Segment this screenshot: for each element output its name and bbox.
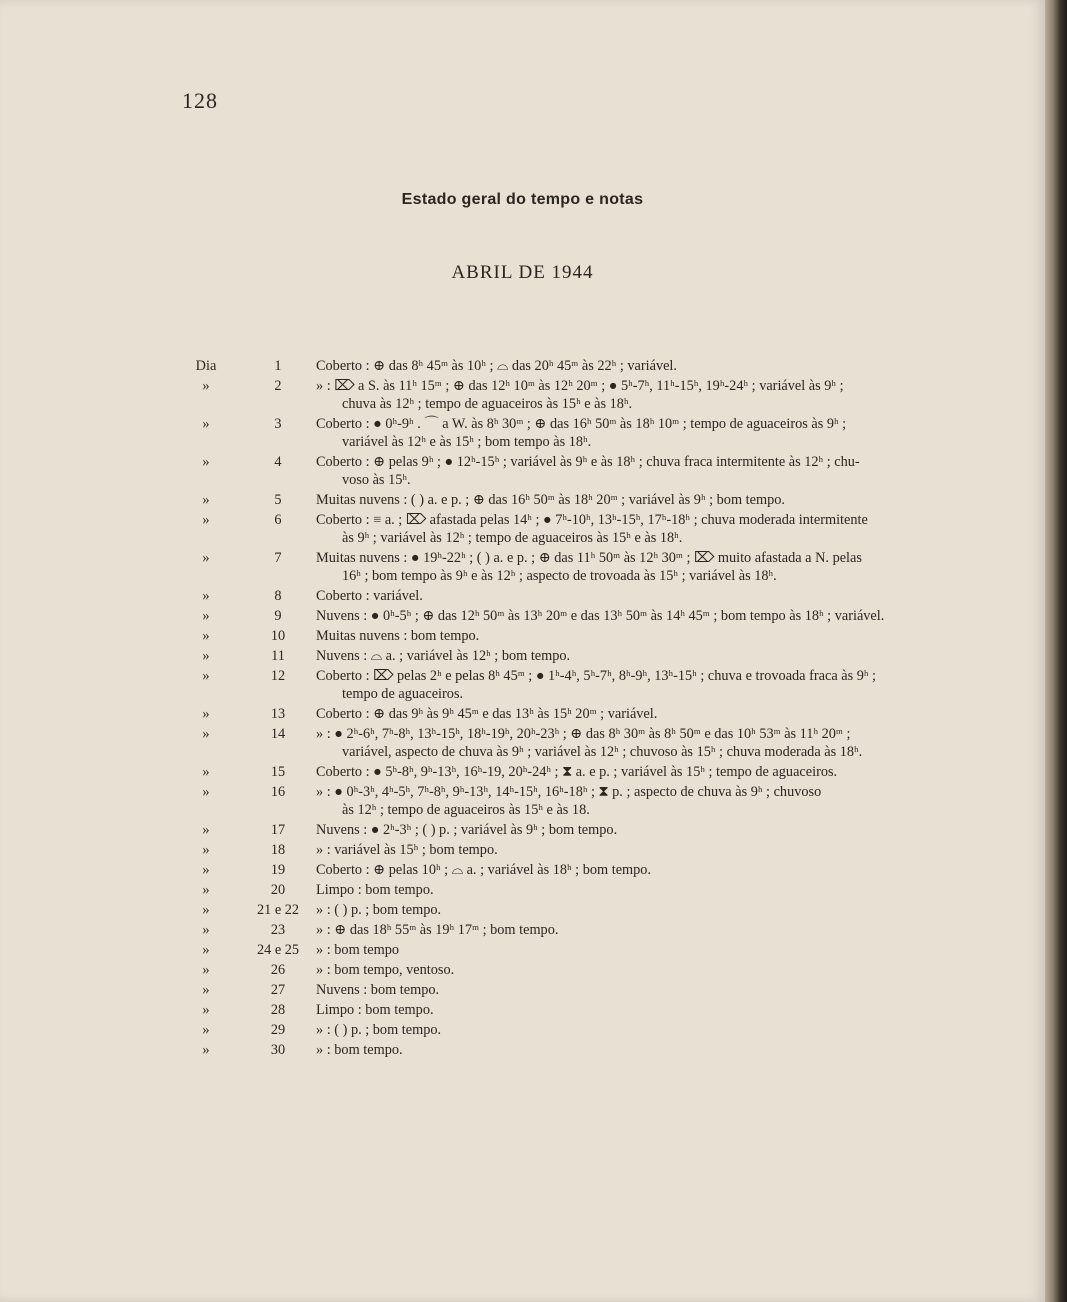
weather-note: tempo de aguaceiros. <box>342 686 464 702</box>
weather-note: às 9ʰ ; variável às 12ʰ ; tempo de aguaceiros às 15ʰ e às 18ʰ. <box>342 530 683 546</box>
weather-note: variável, aspecto de chuva às 9ʰ ; variável às 12ʰ ; chuvoso às 15ʰ ; chuva moderada às 18ʰ. <box>342 744 863 760</box>
table-row <box>170 783 980 801</box>
weather-note: Coberto : ⊕ pelas 9ʰ ; ● 12ʰ-15ʰ ; variável às 9ʰ e às 18ʰ ; chuva fraca intermitente às 12ʰ ; chu- <box>316 454 860 470</box>
weather-note: » : ⌦ a S. às 11ʰ 15ᵐ ; ⊕ das 12ʰ 10ᵐ às 12ʰ 20ᵐ ; ● 5ʰ-7ʰ, 11ʰ-15ʰ, 19ʰ-24ʰ ; variável às 9ʰ ; <box>316 378 844 394</box>
day-number: 24 e 25 <box>256 942 300 958</box>
day-number: 19 <box>270 862 286 878</box>
day-label: » <box>202 648 210 664</box>
weather-note: » : ● 2ʰ-6ʰ, 7ʰ-8ʰ, 13ʰ-15ʰ, 18ʰ-19ʰ, 20ʰ-23ʰ ; ⊕ das 8ʰ 30ᵐ às 8ʰ 50ᵐ e das 10ʰ 53ᵐ às 11ʰ 20ᵐ ; <box>316 726 851 742</box>
day-label: » <box>202 378 210 394</box>
table-row-continuation <box>170 529 980 547</box>
table-row <box>170 1001 980 1019</box>
day-number: 3 <box>274 416 282 432</box>
day-number: 18 <box>270 842 286 858</box>
weather-note: voso às 15ʰ. <box>342 472 411 488</box>
weather-note: Nuvens : ● 2ʰ-3ʰ ; ( ) p. ; variável às 9ʰ ; bom tempo. <box>316 822 618 838</box>
day-label: » <box>202 922 210 938</box>
day-label: » <box>202 608 210 624</box>
day-label: » <box>202 550 210 566</box>
day-label: » <box>202 454 210 470</box>
weather-note: Coberto : ● 5ʰ-8ʰ, 9ʰ-13ʰ, 16ʰ-19, 20ʰ-24ʰ ; ⧗ a. e p. ; variável às 15ʰ ; tempo de aguaceiros. <box>316 764 838 780</box>
table-row <box>170 821 980 839</box>
table-row <box>170 841 980 859</box>
month-heading: ABRIL DE 1944 <box>451 262 594 283</box>
table-row-continuation <box>170 685 980 703</box>
day-number: 4 <box>274 454 282 470</box>
day-label: » <box>202 1042 210 1058</box>
page-number: 128 <box>182 88 218 113</box>
weather-note: » : ⊕ das 18ʰ 55ᵐ às 19ʰ 17ᵐ ; bom tempo. <box>316 922 559 938</box>
table-row <box>170 725 980 743</box>
weather-note: Muitas nuvens : ● 19ʰ-22ʰ ; ( ) a. e p. ; ⊕ das 11ʰ 50ᵐ às 12ʰ 30ᵐ ; ⌦ muito afastada a N. pelas <box>316 550 862 566</box>
day-number: 14 <box>270 726 286 742</box>
table-row <box>170 667 980 685</box>
day-number: 23 <box>270 922 286 938</box>
weather-note: » : bom tempo, ventoso. <box>316 962 455 978</box>
table-row <box>170 607 980 625</box>
day-number: 9 <box>274 608 282 624</box>
day-label: Dia <box>195 358 217 374</box>
table-row-continuation <box>170 801 980 819</box>
weather-note: Nuvens : ⌓ a. ; variável às 12ʰ ; bom tempo. <box>316 648 571 664</box>
day-label: » <box>202 942 210 958</box>
table-row <box>170 1041 980 1059</box>
table-row <box>170 587 980 605</box>
table-row <box>170 941 980 959</box>
weather-note: Nuvens : ● 0ʰ-5ʰ ; ⊕ das 12ʰ 50ᵐ às 13ʰ 20ᵐ e das 13ʰ 50ᵐ às 14ʰ 45ᵐ ; bom tempo às 18ʰ ; variável. <box>316 608 885 624</box>
weather-table <box>170 357 980 1059</box>
day-label: » <box>202 588 210 604</box>
day-label: » <box>202 1022 210 1038</box>
table-row <box>170 1021 980 1039</box>
day-number: 2 <box>274 378 282 394</box>
day-number: 30 <box>270 1042 286 1058</box>
day-label: » <box>202 822 210 838</box>
weather-note: Coberto : ⌦ pelas 2ʰ e pelas 8ʰ 45ᵐ ; ● 1ʰ-4ʰ, 5ʰ-7ʰ, 8ʰ-9ʰ, 13ʰ-15ʰ ; chuva e trovoada fraca às 9ʰ ; <box>316 668 877 684</box>
weather-note: Muitas nuvens : ( ) a. e p. ; ⊕ das 16ʰ 50ᵐ às 18ʰ 20ᵐ ; variável às 9ʰ ; bom tempo. <box>316 492 785 508</box>
day-label: » <box>202 1002 210 1018</box>
page-title: Estado geral do tempo e notas <box>401 191 644 208</box>
table-row-continuation <box>170 395 980 413</box>
day-label: » <box>202 764 210 780</box>
weather-note: Limpo : bom tempo. <box>316 882 434 898</box>
day-number: 6 <box>274 512 282 528</box>
day-label: » <box>202 982 210 998</box>
weather-note: Nuvens : bom tempo. <box>316 982 440 998</box>
day-label: » <box>202 726 210 742</box>
day-label: » <box>202 706 210 722</box>
table-row-continuation <box>170 471 980 489</box>
day-label: » <box>202 962 210 978</box>
weather-note: Coberto : variável. <box>316 588 423 604</box>
day-label: » <box>202 862 210 878</box>
day-number: 8 <box>274 588 282 604</box>
table-row <box>170 763 980 781</box>
day-number: 15 <box>270 764 286 780</box>
table-row <box>170 511 980 529</box>
weather-note: chuva às 12ʰ ; tempo de aguaceiros às 15ʰ e às 18ʰ. <box>342 396 633 412</box>
weather-note: às 12ʰ ; tempo de aguaceiros às 15ʰ e às 18. <box>342 802 590 818</box>
table-row <box>170 549 980 567</box>
day-label: » <box>202 416 210 432</box>
day-label: » <box>202 902 210 918</box>
weather-note: » : bom tempo <box>316 942 399 958</box>
day-number: 16 <box>270 784 286 800</box>
day-label: » <box>202 882 210 898</box>
weather-note: 16ʰ ; bom tempo às 9ʰ e às 12ʰ ; aspecto de trovoada às 15ʰ ; variável às 18ʰ. <box>342 568 777 584</box>
day-number: 1 <box>274 358 282 374</box>
table-row <box>170 627 980 645</box>
day-number: 7 <box>274 550 282 566</box>
day-label: » <box>202 512 210 528</box>
day-label: » <box>202 668 210 684</box>
table-row <box>170 453 980 471</box>
weather-note: » : ● 0ʰ-3ʰ, 4ʰ-5ʰ, 7ʰ-8ʰ, 9ʰ-13ʰ, 14ʰ-15ʰ, 16ʰ-18ʰ ; ⧗ p. ; aspecto de chuva às 9ʰ ; chuvoso <box>316 784 822 800</box>
table-row <box>170 377 980 395</box>
day-number: 20 <box>270 882 286 898</box>
table-row <box>170 357 980 375</box>
day-number: 12 <box>270 668 286 684</box>
book-spine-shadow <box>1045 0 1067 1302</box>
weather-note: variável às 12ʰ e às 15ʰ ; bom tempo às 18ʰ. <box>342 434 592 450</box>
weather-note: Coberto : ⊕ das 8ʰ 45ᵐ às 10ʰ ; ⌓ das 20ʰ 45ᵐ às 22ʰ ; variável. <box>316 358 677 374</box>
day-number: 5 <box>274 492 282 508</box>
day-number: 13 <box>270 706 286 722</box>
table-row <box>170 415 980 433</box>
day-number: 29 <box>270 1022 286 1038</box>
weather-note: Coberto : ≡ a. ; ⌦ afastada pelas 14ʰ ; ● 7ʰ-10ʰ, 13ʰ-15ʰ, 17ʰ-18ʰ ; chuva moderada intermitente <box>316 512 868 528</box>
day-number: 27 <box>270 982 286 998</box>
weather-note: Muitas nuvens : bom tempo. <box>316 628 480 644</box>
weather-note: Coberto : ⊕ pelas 10ʰ ; ⌓ a. ; variável às 18ʰ ; bom tempo. <box>316 862 652 878</box>
table-row <box>170 901 980 919</box>
weather-note: » : bom tempo. <box>316 1042 403 1058</box>
weather-note: » : variável às 15ʰ ; bom tempo. <box>316 842 498 858</box>
day-number: 28 <box>270 1002 286 1018</box>
table-row-continuation <box>170 567 980 585</box>
weather-note: » : ( ) p. ; bom tempo. <box>316 1022 442 1038</box>
day-number: 17 <box>270 822 286 838</box>
table-row <box>170 981 980 999</box>
table-row <box>170 491 980 509</box>
table-row-continuation <box>170 433 980 451</box>
day-label: » <box>202 628 210 644</box>
day-label: » <box>202 784 210 800</box>
table-row-continuation <box>170 743 980 761</box>
day-label: » <box>202 492 210 508</box>
day-number: 10 <box>270 628 286 644</box>
day-number: 21 e 22 <box>256 902 300 918</box>
weather-note: Coberto : ● 0ʰ-9ʰ . ⌒ a W. às 8ʰ 30ᵐ ; ⊕ das 16ʰ 50ᵐ às 18ʰ 10ᵐ ; tempo de aguaceiros às 9ʰ ; <box>316 416 847 432</box>
day-label: » <box>202 842 210 858</box>
table-row <box>170 705 980 723</box>
weather-note: Limpo : bom tempo. <box>316 1002 434 1018</box>
day-number: 11 <box>271 648 285 664</box>
table-row <box>170 961 980 979</box>
table-row <box>170 921 980 939</box>
table-row <box>170 881 980 899</box>
day-number: 26 <box>270 962 286 978</box>
table-row <box>170 861 980 879</box>
weather-note: » : ( ) p. ; bom tempo. <box>316 902 442 918</box>
weather-note: Coberto : ⊕ das 9ʰ às 9ʰ 45ᵐ e das 13ʰ às 15ʰ 20ᵐ ; variável. <box>316 706 658 722</box>
table-row <box>170 647 980 665</box>
